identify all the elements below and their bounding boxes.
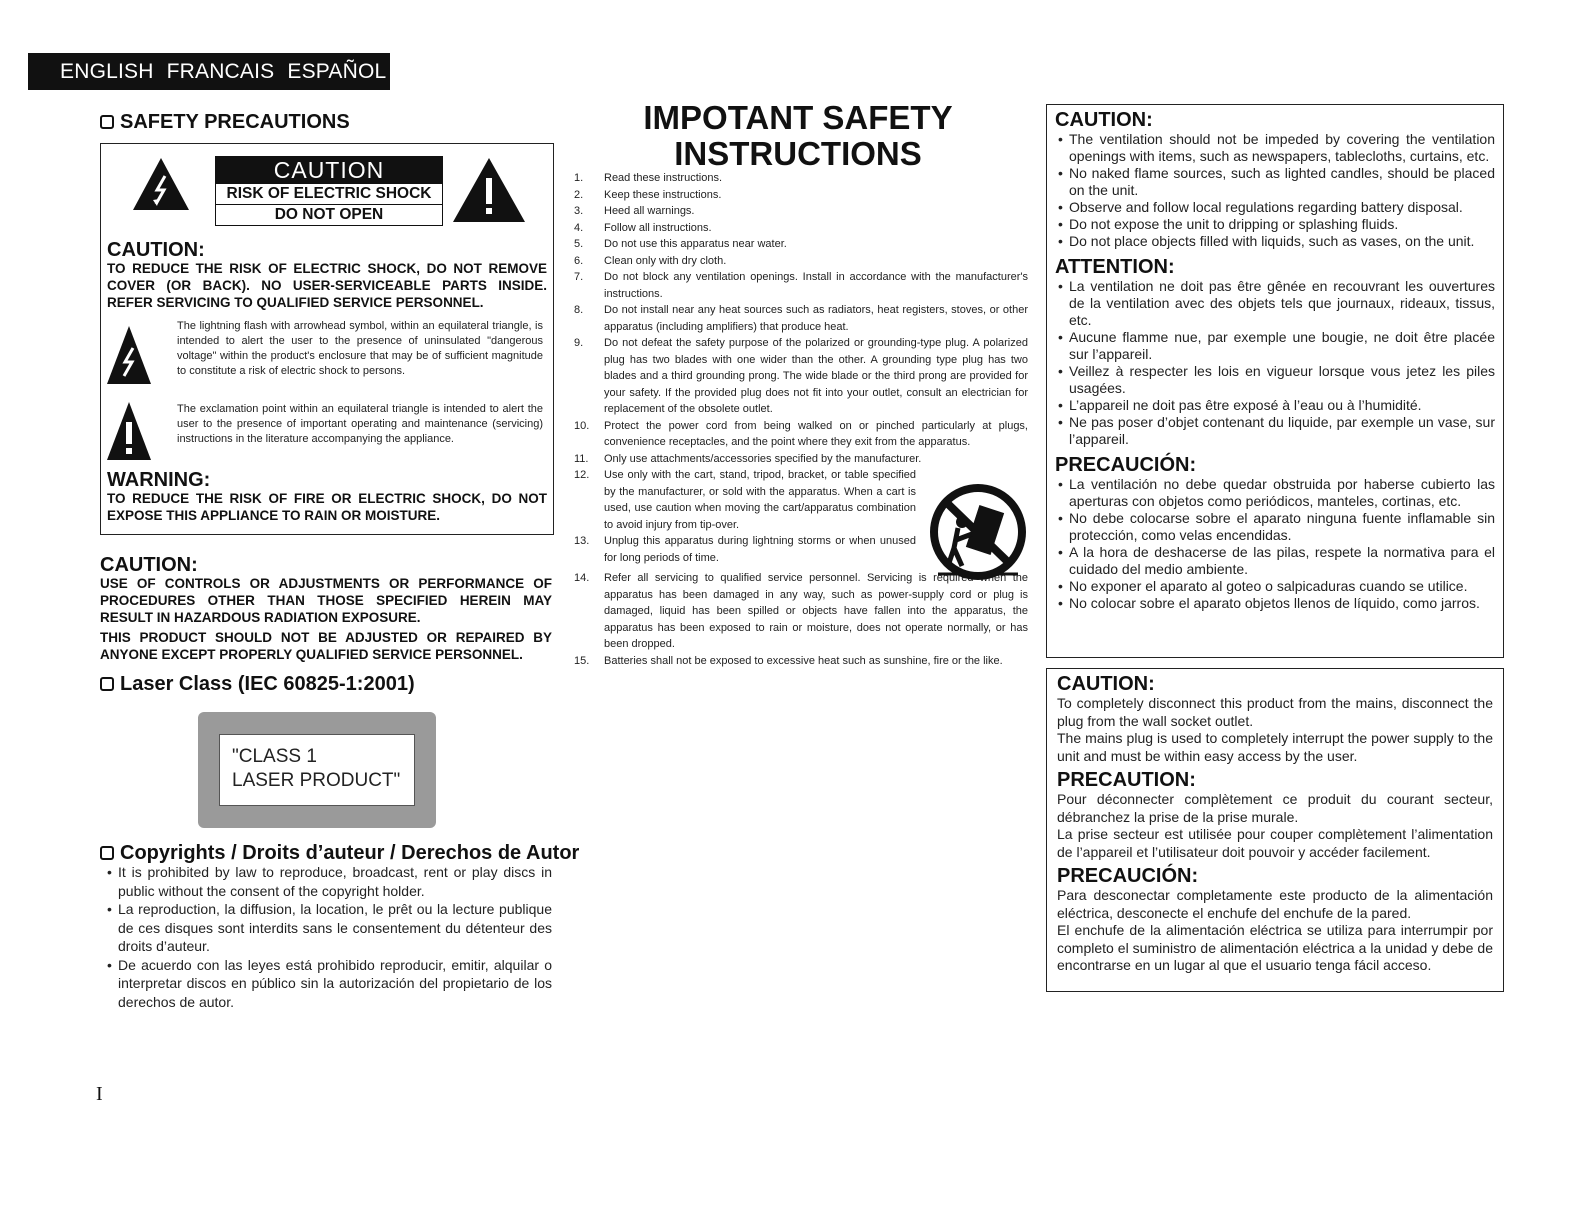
list-item: • La ventilation ne doit pas être gênée en recouvrant les ouvertures de la ventilation avec des objets tels que journaux, rideaux, tissus, etc. bbox=[1058, 278, 1495, 328]
list-item: 8. Do not install near any heat sources such as radiators, heat registers, stoves, or other apparatus (including amplifiers) that produce heat. bbox=[574, 304, 1028, 333]
attention-list bbox=[1055, 278, 1495, 448]
caution-label-title: CAUTION bbox=[216, 157, 442, 184]
instructions-list bbox=[574, 170, 1028, 669]
list-item: • No exponer el aparato al goteo o salpicaduras cuando se utilice. bbox=[1058, 578, 1468, 594]
precaution-paragraph-1: Pour déconnecter complètement ce produit du courant secteur, débranchez la prise de la prise murale. bbox=[1057, 791, 1493, 825]
exclamation-explanation: The exclamation point within an equilateral triangle is intended to alert the user to the presence of important operating and maintenance (servicing) instructions in the literature accompanying the appliance. bbox=[177, 403, 543, 445]
copyright-heading: Copyrights / Droits d’auteur / Derechos de Autor bbox=[100, 842, 579, 865]
lightning-triangle-small-icon bbox=[105, 324, 153, 386]
mains-disconnect-box bbox=[1046, 668, 1504, 992]
list-item: • It is prohibited by law to reproduce, broadcast, rent or play discs in public without the consent of the copyright holder. bbox=[107, 864, 552, 899]
list-item: • Do not expose the unit to dripping or splashing fluids. bbox=[1058, 216, 1399, 232]
caution-title: CAUTION: bbox=[1055, 109, 1153, 131]
list-item: 12. Use only with the cart, stand, tripod, bracket, or table specified by the manufacturer, or sold with the apparatus. When a cart is used, use caution when moving the cart/apparatus combination to avoid injury from tip-over. bbox=[574, 469, 916, 531]
caution2-text1: USE OF CONTROLS OR ADJUSTMENTS OR PERFORMANCE OF PROCEDURES OTHER THAN THOSE SPECIFIED HEREIN MAY RESULT IN HAZARDOUS RADIATION EXPOSURE. bbox=[100, 576, 552, 625]
list-item: 3. Heed all warnings. bbox=[574, 205, 695, 217]
list-item: • L’appareil ne doit pas être exposé à l’eau ou à l’humidité. bbox=[1058, 397, 1422, 413]
caution2-title: CAUTION: bbox=[100, 554, 198, 576]
list-item: 11. Only use attachments/accessories specified by the manufacturer. bbox=[574, 452, 922, 465]
exclamation-triangle-small-icon bbox=[105, 400, 153, 462]
list-item: • The ventilation should not be impeded by covering the ventilation openings with items, such as newspapers, tablecloths, curtains, etc. bbox=[1058, 131, 1495, 164]
list-item: • De acuerdo con las leyes está prohibido reproducir, emitir, alquilar o interpretar discos en público sin la autorización del propietario de los derechos de autor. bbox=[107, 956, 552, 1010]
cart-tipover-warning-icon bbox=[928, 482, 1028, 582]
caution-text: TO REDUCE THE RISK OF ELECTRIC SHOCK, DO NOT REMOVE COVER (OR BACK). NO USER-SERVICEABLE PARTS INSIDE. REFER SERVICING TO QUALIFIED SERVICE PERSONNEL. bbox=[107, 261, 547, 310]
attention-title: ATTENTION: bbox=[1055, 256, 1175, 278]
checkbox-square-icon bbox=[100, 115, 114, 129]
list-item: 13. Unplug this apparatus during lightning storms or when unused for long periods of time. bbox=[574, 535, 916, 564]
list-item: • Aucune flamme nue, par exemple une bougie, ne doit être placée sur l’appareil. bbox=[1058, 329, 1495, 362]
precaution-title: PRECAUTION: bbox=[1057, 769, 1196, 791]
caution2-text2: THIS PRODUCT SHOULD NOT BE ADJUSTED OR REPAIRED BY ANYONE EXCEPT PROPERLY QUALIFIED SERVICE PERSONNEL. bbox=[100, 630, 552, 662]
precaucion-title: PRECAUCIÓN: bbox=[1057, 865, 1199, 887]
laser-label-line1: "CLASS 1 bbox=[232, 746, 317, 767]
list-item: 10. Protect the power cord from being walked on or pinched particularly at plugs, convenience receptacles, and the point where they exit from the apparatus. bbox=[574, 419, 1028, 448]
caution-title: CAUTION: bbox=[107, 239, 205, 261]
page-number: I bbox=[96, 1083, 103, 1105]
list-item: • La reproduction, la diffusion, la location, le prêt ou la lecture publique de ces disques sont interdits sans le consentement du détenteur des droits d’auteur. bbox=[107, 901, 552, 954]
checkbox-square-icon bbox=[100, 846, 114, 860]
list-item: 15. Batteries shall not be exposed to excessive heat such as sunshine, fire or the like. bbox=[574, 654, 1003, 667]
precaucion-paragraph-1: Para desconectar completamente este producto de la alimentación eléctrica, desconecte el enchufe del enchufe de la pared. bbox=[1057, 887, 1493, 921]
caution-label-line2: DO NOT OPEN bbox=[274, 206, 384, 223]
caution-paragraph-1: To completely disconnect this product from the mains, disconnect the plug from the wall socket outlet. bbox=[1057, 695, 1493, 729]
caution-paragraph-2: The mains plug is used to completely interrupt the power supply to the unit and must be within easy access by the user. bbox=[1057, 730, 1493, 764]
list-item: 7. Do not block any ventilation openings. Install in accordance with the manufacturer's instructions. bbox=[574, 271, 1028, 300]
language-bar bbox=[28, 53, 390, 90]
list-item: • No debe colocarse sobre el aparato ninguna fuente inflamable sin protección, como velas encendidas. bbox=[1058, 510, 1495, 543]
list-item: 5. Do not use this apparatus near water. bbox=[574, 238, 787, 250]
caution-warning-box bbox=[100, 143, 554, 535]
list-item: 14. Refer all servicing to qualified service personnel. Servicing is required when the apparatus has been damaged in any way, such as power-supply cord or plug is damaged, liquid has been spilled or objects have fallen into the apparatus, the apparatus has been exposed to rain or moisture, does not operate normally, or has been dropped. bbox=[574, 572, 1028, 650]
important-safety-title bbox=[570, 100, 1026, 172]
list-item: 9. Do not defeat the safety purpose of the polarized or grounding-type plug. A polarized plug has two blades with one wider than the other. A grounding type plug has two blades and a third grounding prong. The wide blade or the third prong are provided for your safety. If the provided plug does not fit into your outlet, consult an electrician for replacement of the obsolete outlet. bbox=[574, 337, 1028, 415]
caution-list bbox=[1055, 131, 1495, 250]
list-item: • La ventilación no debe quedar obstruida por haberse cubierto las aperturas con objetos como periódicos, manteles, cortinas, etc. bbox=[1058, 476, 1495, 509]
lang-espanol: ESPAÑOL bbox=[287, 60, 387, 83]
exclamation-triangle-icon bbox=[451, 156, 527, 224]
precaution-paragraph-2: La prise secteur est utilisée pour couper complètement l’alimentation de l’appareil et l’utilisateur doit pouvoir y accéder facilement. bbox=[1057, 826, 1493, 860]
checkbox-square-icon bbox=[100, 677, 114, 691]
ventilation-caution-box bbox=[1046, 104, 1504, 658]
list-item: • No colocar sobre el aparato objetos llenos de líquido, como jarros. bbox=[1058, 595, 1480, 611]
precaucion-list bbox=[1055, 476, 1495, 612]
lightning-triangle-icon bbox=[131, 156, 191, 212]
list-item: • Observe and follow local regulations regarding battery disposal. bbox=[1058, 199, 1463, 215]
list-item: 4. Follow all instructions. bbox=[574, 221, 712, 234]
list-item: • Ne pas poser d’objet contenant du liquide, par exemple un vase, sur l’appareil. bbox=[1058, 414, 1495, 447]
copyright-list bbox=[104, 863, 552, 1011]
lang-english: ENGLISH bbox=[60, 60, 154, 83]
list-item: • Veillez à respecter les lois en vigueur lorsque vous jetez les piles usagées. bbox=[1058, 363, 1495, 396]
title-line2: INSTRUCTIONS bbox=[674, 135, 922, 172]
laser-label bbox=[219, 734, 415, 806]
warning-text: TO REDUCE THE RISK OF FIRE OR ELECTRIC SHOCK, DO NOT EXPOSE THIS APPLIANCE TO RAIN OR MOISTURE. bbox=[107, 491, 547, 523]
caution-label bbox=[215, 156, 443, 226]
lang-francais: FRANCAIS bbox=[166, 60, 275, 83]
list-item: 6. Clean only with dry cloth. bbox=[574, 254, 727, 267]
precaucion-title: PRECAUCIÓN: bbox=[1055, 454, 1197, 476]
list-item: • No naked flame sources, such as lighted candles, should be placed on the unit. bbox=[1058, 165, 1495, 198]
caution-label-line1: RISK OF ELECTRIC SHOCK bbox=[216, 184, 442, 205]
safety-precautions-heading: SAFETY PRECAUTIONS bbox=[100, 111, 350, 134]
laser-class-heading: Laser Class (IEC 60825-1:2001) bbox=[100, 673, 415, 696]
laser-label-line2: LASER PRODUCT" bbox=[232, 770, 401, 791]
list-item: • Do not place objects filled with liquids, such as vases, on the unit. bbox=[1058, 233, 1475, 249]
caution-title: CAUTION: bbox=[1057, 673, 1155, 695]
precaucion-paragraph-2: El enchufe de la alimentación eléctrica se utiliza para interrumpir por completo el suministro de alimentación eléctrica a la unidad y debe de encontrarse en un lugar al que el usuario tenga fácil acceso. bbox=[1057, 922, 1493, 973]
warning-title: WARNING: bbox=[107, 469, 211, 491]
lightning-explanation: The lightning flash with arrowhead symbol, within an equilateral triangle, is intended to alert the user to the presence of uninsulated "dangerous voltage" within the product's enclosure that may be of sufficient magnitude to constitute a risk of electric shock to persons. bbox=[177, 320, 543, 377]
list-item: 2. Keep these instructions. bbox=[574, 188, 722, 201]
list-item: • A la hora de deshacerse de las pilas, respete la normativa para el cuidado del medio ambiente. bbox=[1058, 544, 1495, 577]
list-item: 1. Read these instructions. bbox=[574, 172, 723, 184]
title-line1: IMPOTANT SAFETY bbox=[643, 99, 953, 136]
